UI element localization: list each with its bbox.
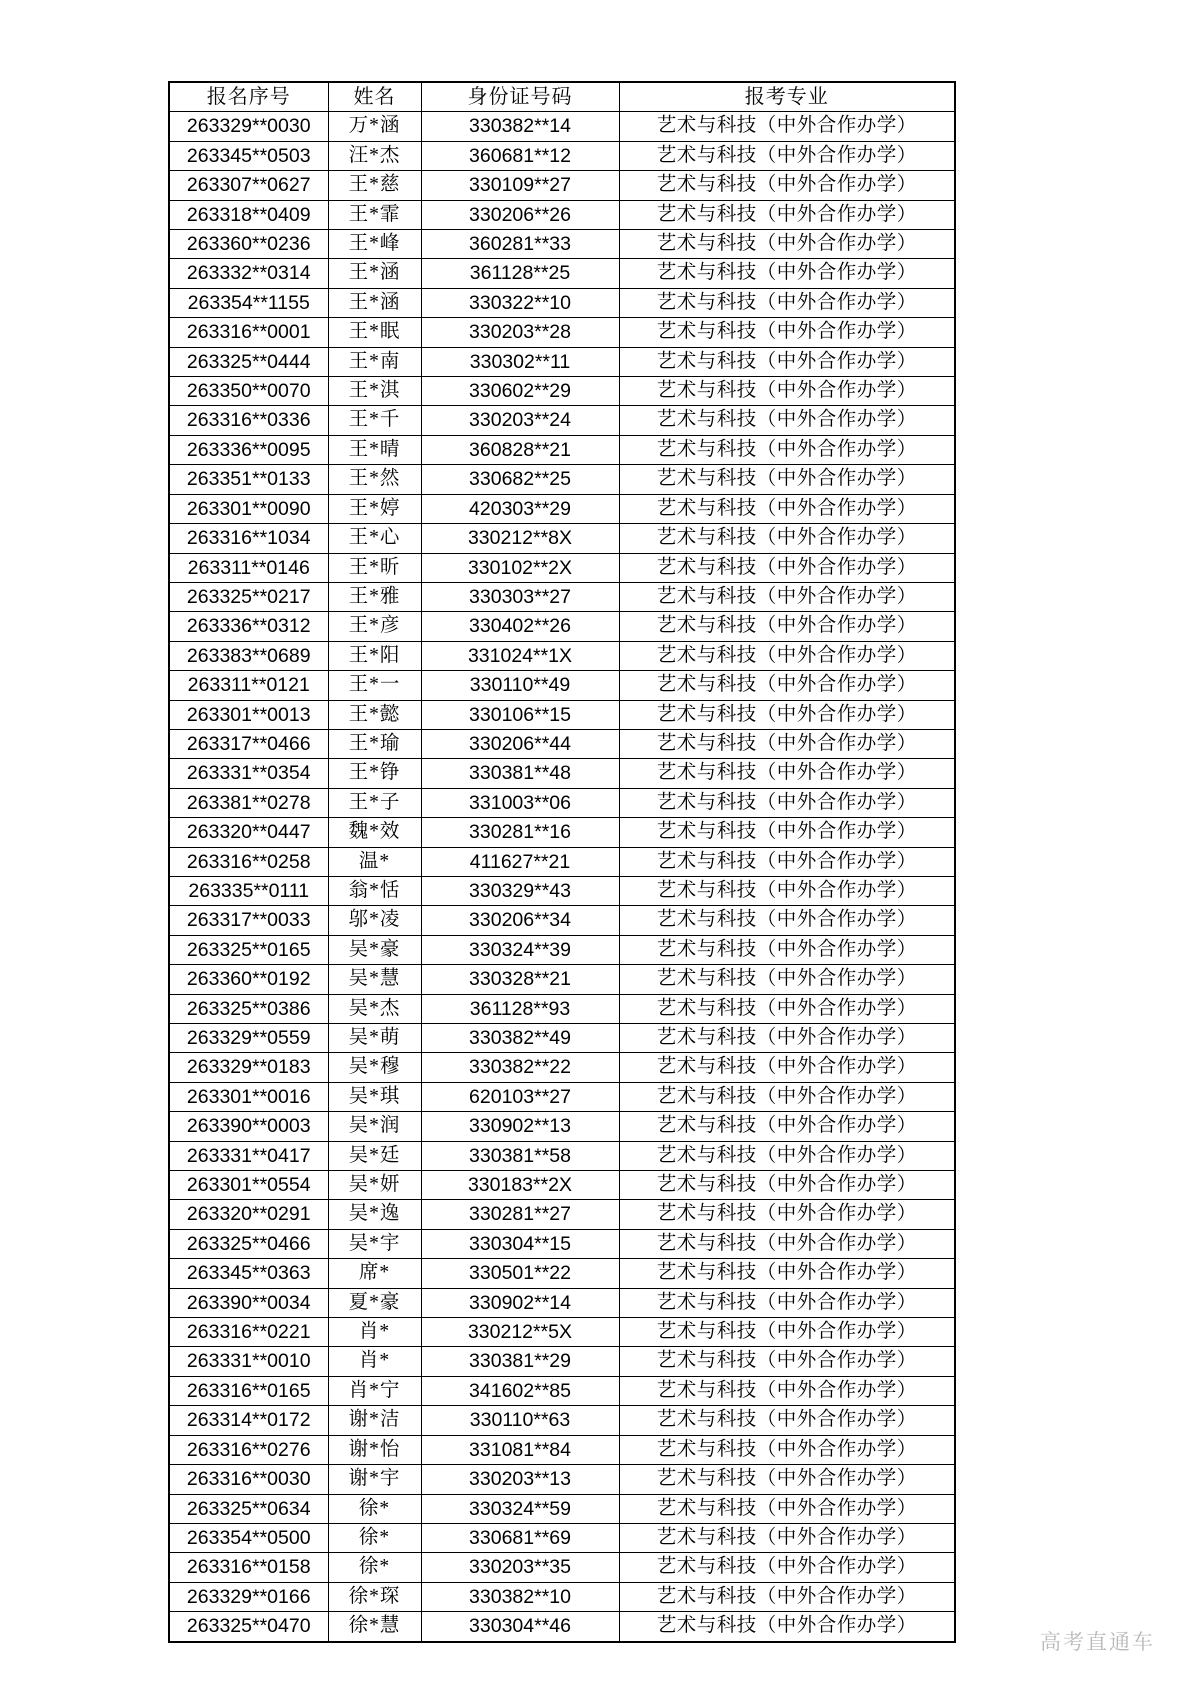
cell-major: 艺术与科技（中外合作办学） bbox=[619, 171, 955, 200]
cell-id-number: 330681**69 bbox=[421, 1523, 619, 1552]
cell-name: 王*淇 bbox=[328, 377, 421, 406]
cell-serial: 263325**0444 bbox=[169, 347, 328, 376]
cell-serial: 263316**1034 bbox=[169, 524, 328, 553]
cell-id-number: 330322**10 bbox=[421, 288, 619, 317]
cell-name: 谢*洁 bbox=[328, 1406, 421, 1435]
cell-major: 艺术与科技（中外合作办学） bbox=[619, 259, 955, 288]
cell-id-number: 330206**26 bbox=[421, 200, 619, 229]
table-row bbox=[169, 1347, 955, 1376]
cell-major: 艺术与科技（中外合作办学） bbox=[619, 1582, 955, 1611]
cell-id-number: 330902**14 bbox=[421, 1288, 619, 1317]
cell-serial: 263316**0165 bbox=[169, 1376, 328, 1405]
cell-major: 艺术与科技（中外合作办学） bbox=[619, 1523, 955, 1552]
cell-id-number: 330303**27 bbox=[421, 582, 619, 611]
cell-serial: 263329**0559 bbox=[169, 1024, 328, 1053]
cell-name: 吴*穆 bbox=[328, 1053, 421, 1082]
cell-major: 艺术与科技（中外合作办学） bbox=[619, 112, 955, 141]
cell-name: 席* bbox=[328, 1259, 421, 1288]
table-row bbox=[169, 1523, 955, 1552]
cell-id-number: 330102**2X bbox=[421, 553, 619, 582]
cell-serial: 263316**0158 bbox=[169, 1553, 328, 1582]
cell-name: 吴*萌 bbox=[328, 1024, 421, 1053]
cell-name: 王*心 bbox=[328, 524, 421, 553]
table-row bbox=[169, 1288, 955, 1317]
cell-name: 肖*宁 bbox=[328, 1376, 421, 1405]
table-row bbox=[169, 1612, 955, 1642]
cell-name: 王*南 bbox=[328, 347, 421, 376]
cell-name: 吴*润 bbox=[328, 1112, 421, 1141]
cell-serial: 263381**0278 bbox=[169, 788, 328, 817]
cell-major: 艺术与科技（中外合作办学） bbox=[619, 1259, 955, 1288]
cell-serial: 263331**0354 bbox=[169, 759, 328, 788]
table-row bbox=[169, 318, 955, 347]
table-header bbox=[169, 82, 955, 112]
cell-serial: 263316**0030 bbox=[169, 1465, 328, 1494]
cell-major: 艺术与科技（中外合作办学） bbox=[619, 1347, 955, 1376]
table-row bbox=[169, 1494, 955, 1523]
cell-major: 艺术与科技（中外合作办学） bbox=[619, 1082, 955, 1111]
cell-major: 艺术与科技（中外合作办学） bbox=[619, 671, 955, 700]
cell-major: 艺术与科技（中外合作办学） bbox=[619, 1288, 955, 1317]
cell-id-number: 330381**58 bbox=[421, 1141, 619, 1170]
cell-major: 艺术与科技（中外合作办学） bbox=[619, 1612, 955, 1642]
cell-major: 艺术与科技（中外合作办学） bbox=[619, 553, 955, 582]
cell-serial: 263354**0500 bbox=[169, 1523, 328, 1552]
cell-id-number: 330382**22 bbox=[421, 1053, 619, 1082]
table-row bbox=[169, 1112, 955, 1141]
table-row bbox=[169, 524, 955, 553]
cell-id-number: 330203**13 bbox=[421, 1465, 619, 1494]
table-row bbox=[169, 171, 955, 200]
cell-major: 艺术与科技（中外合作办学） bbox=[619, 1053, 955, 1082]
table-row bbox=[169, 1582, 955, 1611]
cell-major: 艺术与科技（中外合作办学） bbox=[619, 1435, 955, 1464]
cell-name: 王*昕 bbox=[328, 553, 421, 582]
cell-major: 艺术与科技（中外合作办学） bbox=[619, 1141, 955, 1170]
table-row bbox=[169, 582, 955, 611]
cell-name: 王*彦 bbox=[328, 612, 421, 641]
cell-major: 艺术与科技（中外合作办学） bbox=[619, 318, 955, 347]
cell-major: 艺术与科技（中外合作办学） bbox=[619, 200, 955, 229]
table-row bbox=[169, 141, 955, 170]
cell-serial: 263325**0165 bbox=[169, 935, 328, 964]
cell-id-number: 330382**49 bbox=[421, 1024, 619, 1053]
table-row bbox=[169, 935, 955, 964]
cell-name: 王*铮 bbox=[328, 759, 421, 788]
cell-serial: 263331**0417 bbox=[169, 1141, 328, 1170]
roster-table bbox=[168, 81, 956, 1643]
cell-name: 王*懿 bbox=[328, 700, 421, 729]
cell-major: 艺术与科技（中外合作办学） bbox=[619, 994, 955, 1023]
cell-name: 汪*杰 bbox=[328, 141, 421, 170]
cell-serial: 263317**0033 bbox=[169, 906, 328, 935]
cell-name: 魏*效 bbox=[328, 818, 421, 847]
cell-serial: 263351**0133 bbox=[169, 465, 328, 494]
cell-name: 吴*杰 bbox=[328, 994, 421, 1023]
cell-id-number: 330602**29 bbox=[421, 377, 619, 406]
cell-name: 王*婷 bbox=[328, 494, 421, 523]
cell-serial: 263316**0221 bbox=[169, 1318, 328, 1347]
cell-serial: 263320**0447 bbox=[169, 818, 328, 847]
cell-name: 翁*恬 bbox=[328, 876, 421, 905]
table-row bbox=[169, 1171, 955, 1200]
cell-major: 艺术与科技（中外合作办学） bbox=[619, 465, 955, 494]
table-row bbox=[169, 818, 955, 847]
cell-major: 艺术与科技（中外合作办学） bbox=[619, 759, 955, 788]
table-row bbox=[169, 259, 955, 288]
column-header-name: 姓名 bbox=[328, 82, 421, 112]
table-body bbox=[169, 112, 955, 1642]
cell-serial: 263329**0183 bbox=[169, 1053, 328, 1082]
cell-id-number: 330329**43 bbox=[421, 876, 619, 905]
table-row bbox=[169, 1376, 955, 1405]
cell-name: 王*瑜 bbox=[328, 729, 421, 758]
cell-major: 艺术与科技（中外合作办学） bbox=[619, 1024, 955, 1053]
cell-major: 艺术与科技（中外合作办学） bbox=[619, 700, 955, 729]
cell-id-number: 330106**15 bbox=[421, 700, 619, 729]
table-row bbox=[169, 759, 955, 788]
table-row bbox=[169, 377, 955, 406]
cell-serial: 263329**0030 bbox=[169, 112, 328, 141]
cell-id-number: 330281**16 bbox=[421, 818, 619, 847]
cell-major: 艺术与科技（中外合作办学） bbox=[619, 876, 955, 905]
cell-name: 吴*逸 bbox=[328, 1200, 421, 1229]
cell-major: 艺术与科技（中外合作办学） bbox=[619, 141, 955, 170]
cell-major: 艺术与科技（中外合作办学） bbox=[619, 641, 955, 670]
table-row bbox=[169, 1259, 955, 1288]
table-row bbox=[169, 1465, 955, 1494]
cell-id-number: 330203**35 bbox=[421, 1553, 619, 1582]
cell-serial: 263301**0013 bbox=[169, 700, 328, 729]
cell-name: 万*涵 bbox=[328, 112, 421, 141]
cell-name: 王*霏 bbox=[328, 200, 421, 229]
table-header-row bbox=[169, 82, 955, 112]
table-row bbox=[169, 1024, 955, 1053]
cell-major: 艺术与科技（中外合作办学） bbox=[619, 1494, 955, 1523]
cell-name: 徐* bbox=[328, 1494, 421, 1523]
cell-serial: 263325**0466 bbox=[169, 1229, 328, 1258]
cell-name: 王*慈 bbox=[328, 171, 421, 200]
cell-major: 艺术与科技（中外合作办学） bbox=[619, 729, 955, 758]
table-row bbox=[169, 729, 955, 758]
cell-serial: 263329**0166 bbox=[169, 1582, 328, 1611]
cell-serial: 263301**0554 bbox=[169, 1171, 328, 1200]
cell-name: 肖* bbox=[328, 1347, 421, 1376]
cell-name: 徐*慧 bbox=[328, 1612, 421, 1642]
table-row bbox=[169, 494, 955, 523]
table-row bbox=[169, 906, 955, 935]
cell-name: 王*子 bbox=[328, 788, 421, 817]
cell-name: 王*涵 bbox=[328, 259, 421, 288]
table-row bbox=[169, 112, 955, 141]
cell-serial: 263325**0634 bbox=[169, 1494, 328, 1523]
table-row bbox=[169, 788, 955, 817]
cell-id-number: 330501**22 bbox=[421, 1259, 619, 1288]
cell-major: 艺术与科技（中外合作办学） bbox=[619, 847, 955, 876]
cell-name: 王*雅 bbox=[328, 582, 421, 611]
cell-id-number: 360828**21 bbox=[421, 435, 619, 464]
table-row bbox=[169, 965, 955, 994]
cell-major: 艺术与科技（中外合作办学） bbox=[619, 406, 955, 435]
cell-name: 吴*妍 bbox=[328, 1171, 421, 1200]
table-row bbox=[169, 1141, 955, 1170]
cell-id-number: 360281**33 bbox=[421, 230, 619, 259]
cell-serial: 263332**0314 bbox=[169, 259, 328, 288]
table-row bbox=[169, 1229, 955, 1258]
table-row bbox=[169, 288, 955, 317]
cell-serial: 263316**0001 bbox=[169, 318, 328, 347]
table-row bbox=[169, 1200, 955, 1229]
table-row bbox=[169, 641, 955, 670]
cell-id-number: 330304**46 bbox=[421, 1612, 619, 1642]
cell-id-number: 361128**93 bbox=[421, 994, 619, 1023]
cell-serial: 263311**0121 bbox=[169, 671, 328, 700]
cell-serial: 263316**0336 bbox=[169, 406, 328, 435]
cell-id-number: 361128**25 bbox=[421, 259, 619, 288]
cell-serial: 263314**0172 bbox=[169, 1406, 328, 1435]
cell-id-number: 330382**14 bbox=[421, 112, 619, 141]
cell-name: 吴*廷 bbox=[328, 1141, 421, 1170]
cell-serial: 263331**0010 bbox=[169, 1347, 328, 1376]
cell-major: 艺术与科技（中外合作办学） bbox=[619, 788, 955, 817]
cell-major: 艺术与科技（中外合作办学） bbox=[619, 965, 955, 994]
cell-id-number: 330902**13 bbox=[421, 1112, 619, 1141]
cell-name: 徐* bbox=[328, 1523, 421, 1552]
cell-major: 艺术与科技（中外合作办学） bbox=[619, 818, 955, 847]
cell-id-number: 330206**34 bbox=[421, 906, 619, 935]
cell-id-number: 330212**5X bbox=[421, 1318, 619, 1347]
cell-name: 王*涵 bbox=[328, 288, 421, 317]
cell-id-number: 330381**48 bbox=[421, 759, 619, 788]
cell-name: 吴*慧 bbox=[328, 965, 421, 994]
cell-id-number: 330304**15 bbox=[421, 1229, 619, 1258]
cell-id-number: 330402**26 bbox=[421, 612, 619, 641]
cell-serial: 263301**0090 bbox=[169, 494, 328, 523]
cell-id-number: 420303**29 bbox=[421, 494, 619, 523]
cell-name: 王*峰 bbox=[328, 230, 421, 259]
cell-major: 艺术与科技（中外合作办学） bbox=[619, 1229, 955, 1258]
cell-serial: 263350**0070 bbox=[169, 377, 328, 406]
cell-name: 谢*怡 bbox=[328, 1435, 421, 1464]
cell-name: 邬*凌 bbox=[328, 906, 421, 935]
cell-major: 艺术与科技（中外合作办学） bbox=[619, 1171, 955, 1200]
cell-major: 艺术与科技（中外合作办学） bbox=[619, 1465, 955, 1494]
cell-serial: 263325**0470 bbox=[169, 1612, 328, 1642]
cell-serial: 263316**0276 bbox=[169, 1435, 328, 1464]
table-row bbox=[169, 1406, 955, 1435]
cell-id-number: 330203**28 bbox=[421, 318, 619, 347]
cell-major: 艺术与科技（中外合作办学） bbox=[619, 524, 955, 553]
cell-name: 徐* bbox=[328, 1553, 421, 1582]
cell-major: 艺术与科技（中外合作办学） bbox=[619, 582, 955, 611]
cell-id-number: 330206**44 bbox=[421, 729, 619, 758]
cell-serial: 263345**0503 bbox=[169, 141, 328, 170]
cell-serial: 263335**0111 bbox=[169, 876, 328, 905]
cell-name: 肖* bbox=[328, 1318, 421, 1347]
table-row bbox=[169, 700, 955, 729]
cell-id-number: 330328**21 bbox=[421, 965, 619, 994]
cell-major: 艺术与科技（中外合作办学） bbox=[619, 612, 955, 641]
table-row bbox=[169, 1553, 955, 1582]
cell-major: 艺术与科技（中外合作办学） bbox=[619, 347, 955, 376]
cell-serial: 263390**0034 bbox=[169, 1288, 328, 1317]
cell-id-number: 330203**24 bbox=[421, 406, 619, 435]
cell-major: 艺术与科技（中外合作办学） bbox=[619, 906, 955, 935]
cell-serial: 263316**0258 bbox=[169, 847, 328, 876]
table-row bbox=[169, 1435, 955, 1464]
table-row bbox=[169, 671, 955, 700]
roster-table-container bbox=[168, 81, 954, 1643]
cell-id-number: 330382**10 bbox=[421, 1582, 619, 1611]
cell-serial: 263336**0095 bbox=[169, 435, 328, 464]
cell-serial: 263360**0192 bbox=[169, 965, 328, 994]
cell-id-number: 331003**06 bbox=[421, 788, 619, 817]
cell-name: 王*阳 bbox=[328, 641, 421, 670]
cell-major: 艺术与科技（中外合作办学） bbox=[619, 1406, 955, 1435]
cell-major: 艺术与科技（中外合作办学） bbox=[619, 1376, 955, 1405]
cell-id-number: 360681**12 bbox=[421, 141, 619, 170]
cell-id-number: 330324**59 bbox=[421, 1494, 619, 1523]
cell-id-number: 330324**39 bbox=[421, 935, 619, 964]
cell-name: 温* bbox=[328, 847, 421, 876]
column-header-serial: 报名序号 bbox=[169, 82, 328, 112]
cell-major: 艺术与科技（中外合作办学） bbox=[619, 494, 955, 523]
table-row bbox=[169, 1082, 955, 1111]
cell-serial: 263318**0409 bbox=[169, 200, 328, 229]
cell-serial: 263383**0689 bbox=[169, 641, 328, 670]
cell-id-number: 330302**11 bbox=[421, 347, 619, 376]
cell-name: 吴*琪 bbox=[328, 1082, 421, 1111]
table-row bbox=[169, 1053, 955, 1082]
cell-id-number: 620103**27 bbox=[421, 1082, 619, 1111]
cell-serial: 263307**0627 bbox=[169, 171, 328, 200]
cell-name: 吴*宇 bbox=[328, 1229, 421, 1258]
watermark: 高考直通车 bbox=[1040, 1631, 1155, 1654]
table-row bbox=[169, 230, 955, 259]
cell-name: 王*眠 bbox=[328, 318, 421, 347]
table-row bbox=[169, 1318, 955, 1347]
cell-id-number: 330110**63 bbox=[421, 1406, 619, 1435]
cell-major: 艺术与科技（中外合作办学） bbox=[619, 1200, 955, 1229]
cell-id-number: 330281**27 bbox=[421, 1200, 619, 1229]
cell-name: 夏*豪 bbox=[328, 1288, 421, 1317]
cell-serial: 263336**0312 bbox=[169, 612, 328, 641]
cell-id-number: 411627**21 bbox=[421, 847, 619, 876]
table-row bbox=[169, 876, 955, 905]
cell-serial: 263360**0236 bbox=[169, 230, 328, 259]
table-row bbox=[169, 435, 955, 464]
cell-id-number: 330183**2X bbox=[421, 1171, 619, 1200]
cell-major: 艺术与科技（中外合作办学） bbox=[619, 1112, 955, 1141]
cell-major: 艺术与科技（中外合作办学） bbox=[619, 935, 955, 964]
cell-id-number: 330381**29 bbox=[421, 1347, 619, 1376]
cell-id-number: 331081**84 bbox=[421, 1435, 619, 1464]
cell-serial: 263317**0466 bbox=[169, 729, 328, 758]
cell-id-number: 330682**25 bbox=[421, 465, 619, 494]
cell-major: 艺术与科技（中外合作办学） bbox=[619, 377, 955, 406]
cell-major: 艺术与科技（中外合作办学） bbox=[619, 1318, 955, 1347]
cell-serial: 263320**0291 bbox=[169, 1200, 328, 1229]
cell-name: 王*千 bbox=[328, 406, 421, 435]
column-header-major: 报考专业 bbox=[619, 82, 955, 112]
table-row bbox=[169, 612, 955, 641]
cell-serial: 263301**0016 bbox=[169, 1082, 328, 1111]
cell-id-number: 330212**8X bbox=[421, 524, 619, 553]
cell-name: 王*晴 bbox=[328, 435, 421, 464]
cell-name: 王*一 bbox=[328, 671, 421, 700]
cell-id-number: 331024**1X bbox=[421, 641, 619, 670]
table-row bbox=[169, 847, 955, 876]
table-row bbox=[169, 553, 955, 582]
cell-id-number: 341602**85 bbox=[421, 1376, 619, 1405]
cell-name: 谢*宇 bbox=[328, 1465, 421, 1494]
cell-serial: 263345**0363 bbox=[169, 1259, 328, 1288]
cell-id-number: 330109**27 bbox=[421, 171, 619, 200]
cell-major: 艺术与科技（中外合作办学） bbox=[619, 288, 955, 317]
cell-name: 吴*豪 bbox=[328, 935, 421, 964]
column-header-id-number: 身份证号码 bbox=[421, 82, 619, 112]
cell-serial: 263325**0217 bbox=[169, 582, 328, 611]
cell-id-number: 330110**49 bbox=[421, 671, 619, 700]
cell-name: 王*然 bbox=[328, 465, 421, 494]
table-row bbox=[169, 406, 955, 435]
cell-serial: 263354**1155 bbox=[169, 288, 328, 317]
table-row bbox=[169, 347, 955, 376]
cell-serial: 263325**0386 bbox=[169, 994, 328, 1023]
cell-major: 艺术与科技（中外合作办学） bbox=[619, 1553, 955, 1582]
cell-name: 徐*琛 bbox=[328, 1582, 421, 1611]
cell-serial: 263311**0146 bbox=[169, 553, 328, 582]
cell-major: 艺术与科技（中外合作办学） bbox=[619, 435, 955, 464]
table-row bbox=[169, 465, 955, 494]
cell-major: 艺术与科技（中外合作办学） bbox=[619, 230, 955, 259]
cell-serial: 263390**0003 bbox=[169, 1112, 328, 1141]
table-row bbox=[169, 200, 955, 229]
table-row bbox=[169, 994, 955, 1023]
